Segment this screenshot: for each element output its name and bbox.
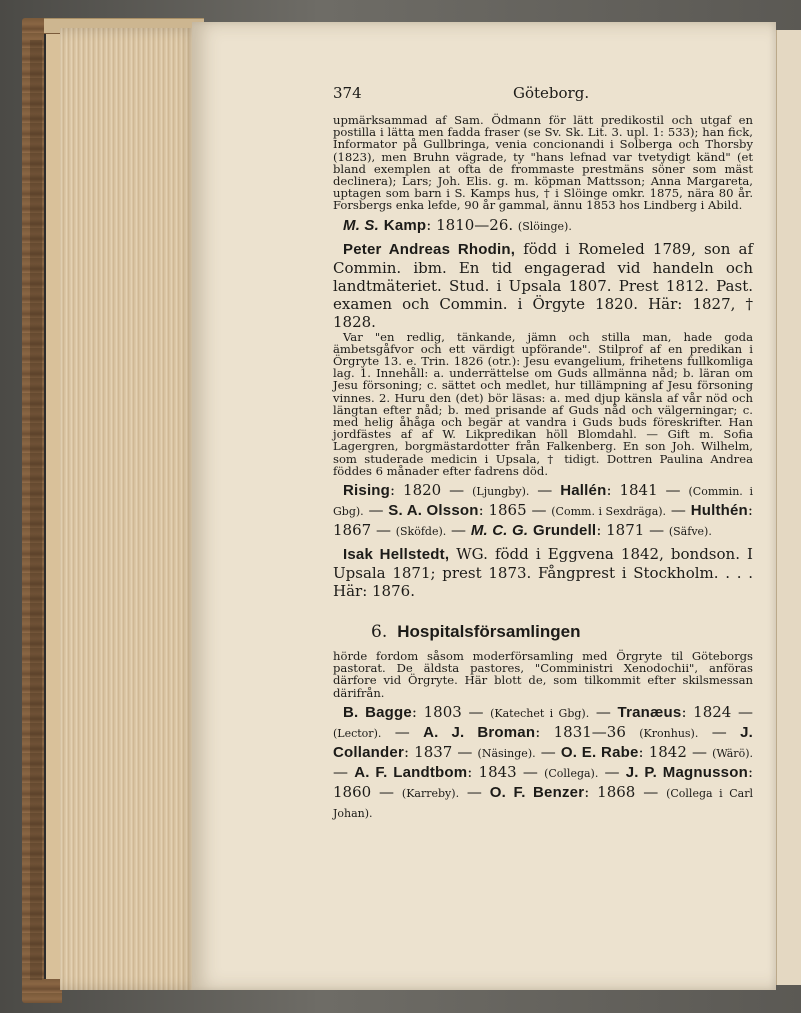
section-heading: 6. Hospitalsförsamlingen: [371, 622, 581, 643]
running-header: [333, 84, 753, 106]
section-text: hörde fordom såsom moderförsamling med Örgryte til Göteborgs pastorat. De äldsta pastores, "Comministri Xenodochii", anföras därfore vid Örgryte. Här blott de, som tilkommit efter skilsmessan därifrån.: [333, 649, 753, 700]
entry-list-2: B. Bagge: 1803 — (Katechet i Gbg). — Tranæus: 1824 — (Lector). — A. J. Broman: 1831—36 (Kronhus). — J. Collander: 1837 — (Näsinge). — O. E. Rabe: 1842 — (Wärö). — A. F. Landtbom: 1843 — (Collega). — J. P. Magnusson: 1860 — (Karreby). — O. F. Benzer: 1868 — (Collega i Carl Johan).: [333, 702, 754, 820]
entry-rhodin: Peter Andreas Rhodin, född i Romeled 1789, son af Commin. ibm. En tid engagerad vid handeln och landtmäteriet. Stud. i Upsala 1807. Prest 1812. Past. examen och Commin. i Örgyte 1820. Här: 1827, † 1828.: [333, 239, 753, 331]
page-block-edges: [60, 28, 200, 990]
page-number: 374: [333, 84, 362, 102]
intro-paragraph: upmärksammad af Sam. Ödmann för lätt predikostil och utgaf en postilla i lätta men fadda fraser (se Sv. Sk. Lit. 3. upl. 1: 533); han fick, Informator på Gullbringa, venia concionandi i Solberga och Thorsby (1823), men Bruhn vägrade, ty "hans lefnad var tvetydigt känd" (et bland exemplen at ofta de frommaste prestmäns söner som mäst declinera); Lars; Joh. Elis. g. m. köpman Mattsson; Anna Margareta, uptagen som barn i S. Kamps hus, † i Slöinge omkr. 1875, nära 80 år. Forsbergs enka lefde, 90 år gammal, ännu 1853 hos Lindberg i Abild.: [333, 113, 753, 213]
entry-kamp: M. S. Kamp: 1810—26. (Slöinge).: [343, 215, 572, 234]
page-title: Göteborg.: [513, 84, 590, 102]
cover-shadow: [30, 40, 42, 980]
next-page-edge: [776, 30, 801, 985]
page-text: [333, 84, 753, 823]
entry-list-1: Rising: 1820 — (Ljungby). — Hallén: 1841 — (Commin. i Gbg). — S. A. Olsson: 1865 — (Comm. i Sexdräga). — Hulthén: 1867 — (Sköfde). — M. C. G. Grundell: 1871 — (Säfve).: [333, 481, 753, 540]
rhodin-note: Var "en redlig, tänkande, jämn och stilla man, hade goda ämbetsgåfvor och ett värdigt upförande". Stilprof af en predikan i Örgryte 13. e. Trin. 1826 (otr.): Jesu evangelium, frihetens fullkomliga lag. 1. Innehåll: a. underrättelse om Guds allmänna nåd; b. läran om Jesu försoning; c. sättet och medlet, hur tillämpning af Jesu försoning vinnes. 2. Huru den (det) bör läsas: a. med djup känsla af vår nöd och längtan efter nåd; b. med prisande af Guds nåd och välgerningar; c. med helig åhåga och begär at vandra i Guds buds föreskrifter. Han jordfästes af af W. Likpredikan höll Blomdahl. — Gift m. Sofia Lagergren, borgmästardotter från Falkenberg. En son Joh. Wilhelm, som studerade medicin i Upsala, † tidigt. Dottren Paulina Andrea föddes 6 månader efter fadrens död.: [333, 329, 753, 478]
entry-hellstedt: Isak Hellstedt, WG. född i Eggvena 1842, bondson. I Upsala 1871; prest 1873. Fångprest i Stockholm. . . . Här: 1876.: [333, 545, 753, 601]
